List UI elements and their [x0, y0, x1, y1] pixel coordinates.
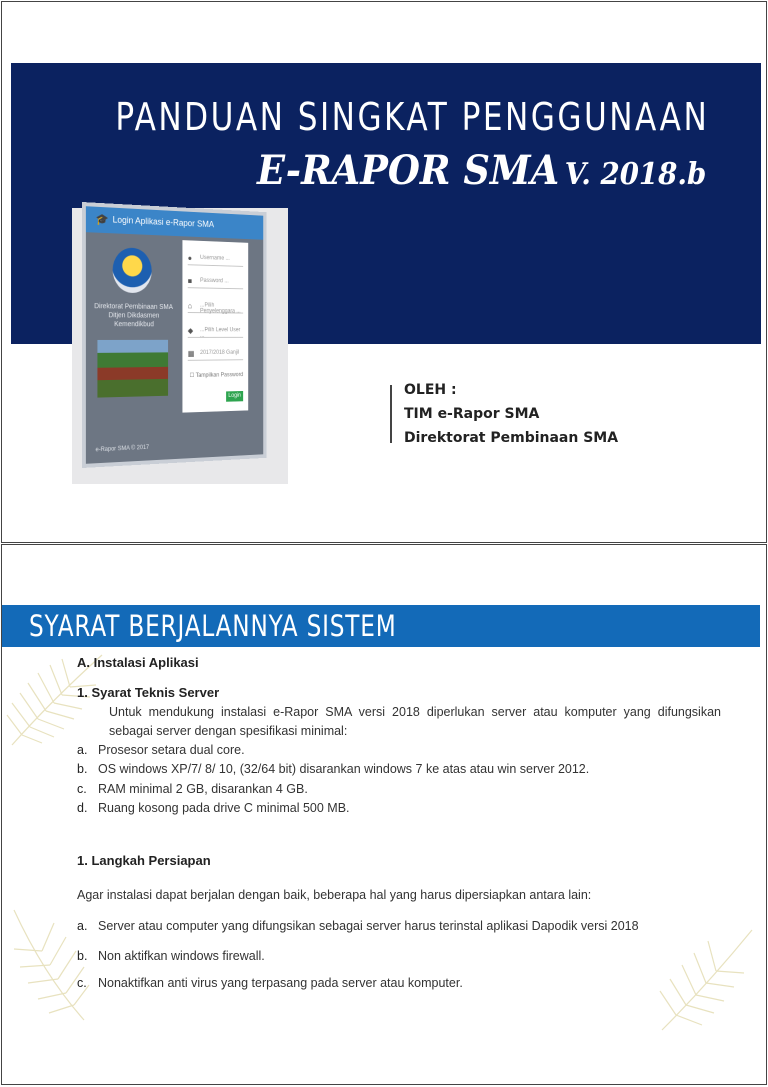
- product-title: [257, 147, 706, 194]
- credits-oleh: OLEH :: [404, 382, 457, 398]
- heading-preparation: 1. Langkah Persiapan: [77, 853, 211, 868]
- product-version: V. 2018.b: [564, 157, 706, 192]
- mockup-frame: [82, 202, 267, 468]
- mockup-password-field: ■ Password ...: [188, 275, 243, 290]
- list-item: a. Server atau computer yang difungsikan sebagai server harus terinstal aplikasi Dapodik versi 2018: [77, 919, 639, 933]
- login-screen-mockup: [82, 202, 267, 468]
- mockup-subtitle: Direktorat Pembinaan SMA Ditjen Dikdasmen Kemendikbud: [94, 303, 173, 329]
- heading-installation: A. Instalasi Aplikasi: [77, 655, 199, 670]
- heading-server-requirements: 1. Syarat Teknis Server: [77, 685, 220, 700]
- server-intro: Untuk mendukung instalasi e-Rapor SMA versi 2018 diperlukan server atau komputer yang difungsikan sebagai server dengan spesifikasi minimal:: [109, 705, 721, 738]
- mockup-login-button: Login: [226, 391, 243, 402]
- key-icon: ◆: [187, 326, 194, 335]
- mockup-footer: e-Rapor SMA © 2017: [95, 444, 150, 454]
- home-icon: ⌂: [187, 301, 193, 311]
- calendar-icon: ▦: [187, 349, 195, 358]
- list-item: c. Nonaktifkan anti virus yang terpasang pada server atau komputer.: [77, 976, 463, 990]
- lock-icon: ■: [187, 276, 193, 286]
- graduation-cap-icon: 🎓: [95, 213, 109, 227]
- mockup-show-password: ☐ Tampilkan Password: [189, 372, 244, 379]
- school-photo: [97, 340, 168, 398]
- mockup-username-field: ● Username ...: [188, 252, 243, 267]
- list-item: c. RAM minimal 2 GB, disarankan 4 GB.: [77, 782, 308, 796]
- credits-divider: [390, 385, 392, 443]
- section-title: SYARAT BERJALANNYA SISTEM: [29, 609, 397, 643]
- list-item: a. Prosesor setara dual core.: [77, 743, 245, 757]
- list-item: b. Non aktifkan windows firewall.: [77, 949, 265, 963]
- mockup-header-text: Login Aplikasi e-Rapor SMA: [112, 214, 215, 230]
- prep-intro: Agar instalasi dapat berjalan dengan baik, beberapa hal yang harus dipersiapkan antara lain:: [77, 888, 592, 902]
- requirements-slide: [1, 544, 767, 1085]
- main-title: PANDUAN SINGKAT PENGGUNAAN: [115, 95, 709, 139]
- mockup-header: [86, 206, 263, 240]
- list-item: b. OS windows XP/7/ 8/ 10, (32/64 bit) disarankan windows 7 ke atas atau win server 2012.: [77, 762, 590, 776]
- credits-directorate: Direktorat Pembinaan SMA: [404, 430, 619, 446]
- mockup-semester-select: ▦ 2017/2018 Ganjil: [188, 347, 243, 361]
- product-name: E-RAPOR SMA: [256, 147, 559, 194]
- mockup-level-select: ◆ ...Pilih Level User ...: [188, 324, 243, 337]
- user-icon: ●: [187, 253, 193, 263]
- feather-decoration-icon: [652, 925, 762, 1035]
- list-item: d. Ruang kosong pada drive C minimal 500 MB.: [77, 801, 350, 815]
- mockup-login-form: [182, 240, 248, 412]
- title-slide: [1, 1, 767, 543]
- mockup-provider-select: ⌂ ...Pilih Penyelenggara ...: [188, 300, 243, 314]
- credits-team: TIM e-Rapor SMA: [404, 406, 540, 422]
- tut-wuri-logo-icon: [113, 247, 152, 293]
- credits: [404, 378, 618, 450]
